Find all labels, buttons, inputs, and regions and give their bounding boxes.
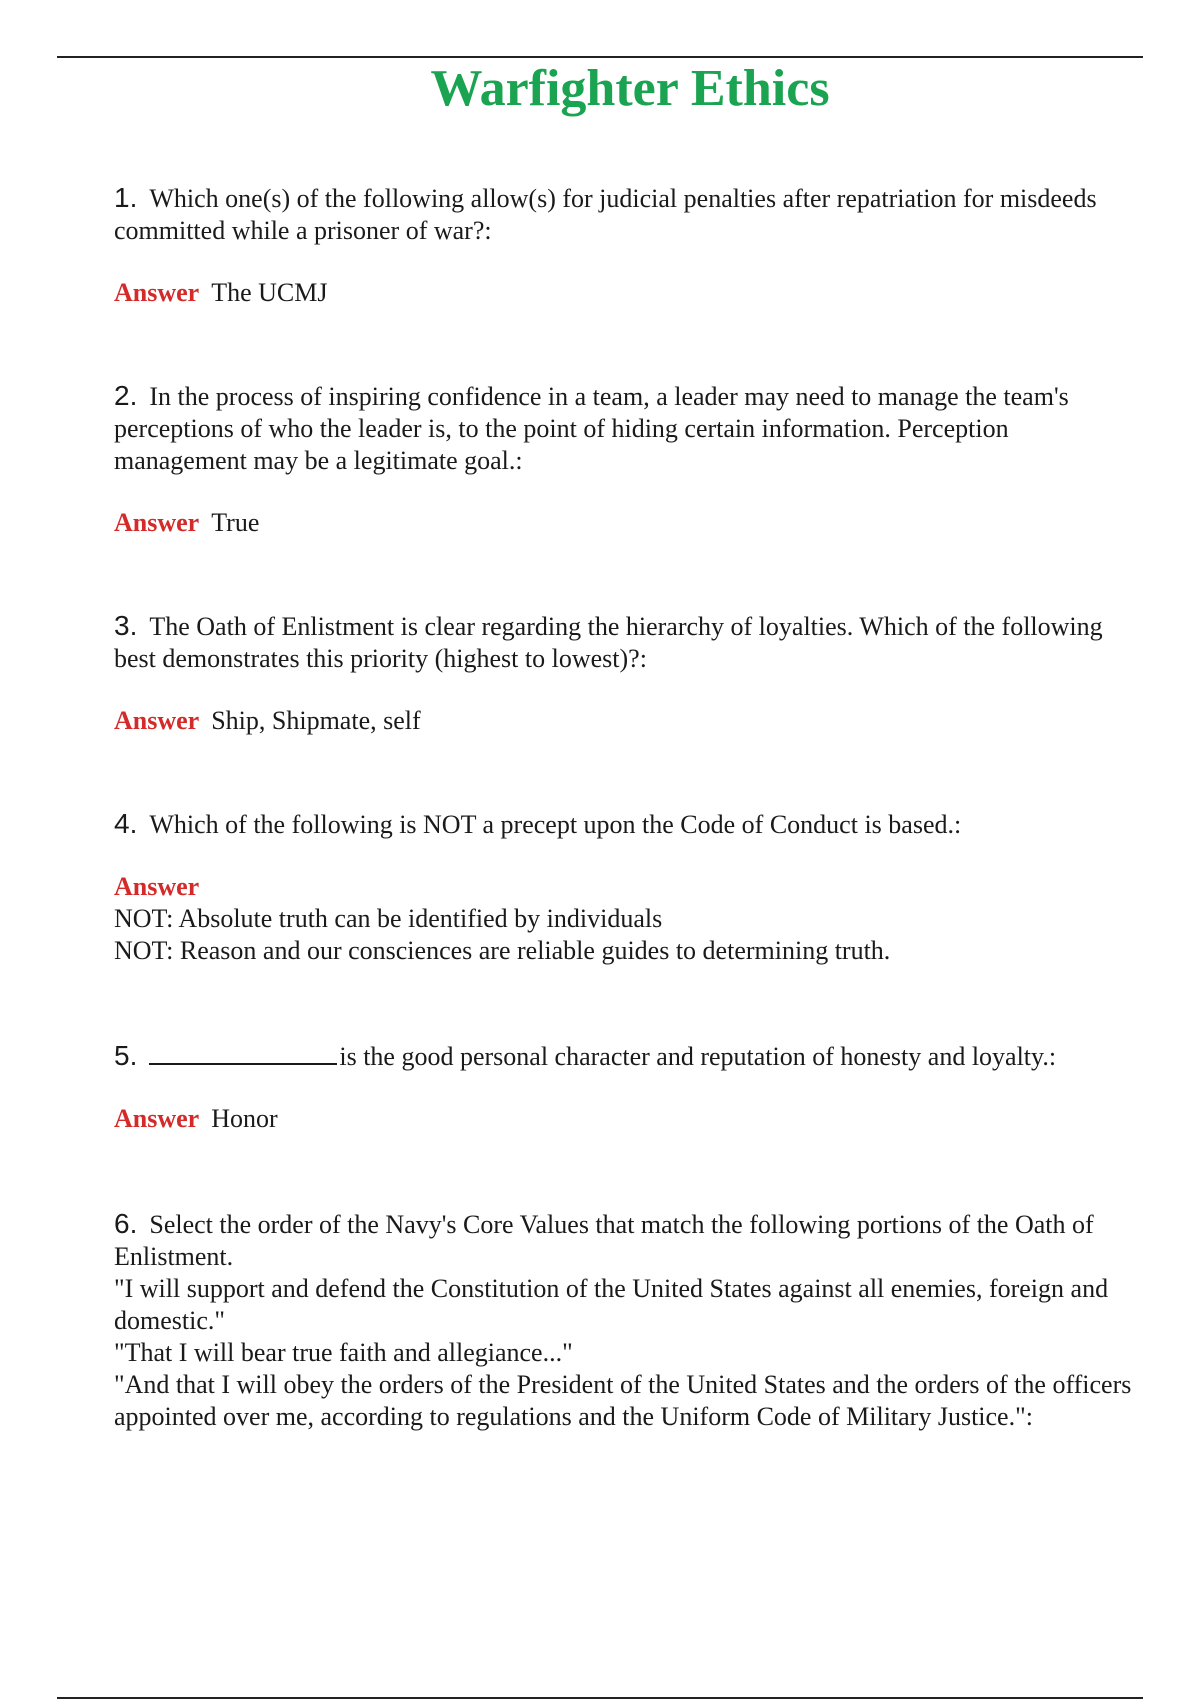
bottom-rule <box>57 1697 1143 1699</box>
question-3-text <box>114 610 1144 675</box>
question-3-number: 3. <box>114 610 138 641</box>
question-5-answer <box>114 1103 1144 1135</box>
question-6-quote-1: "I will support and defend the Constitution of the United States against all enemies, foreign and domestic." <box>114 1274 1109 1335</box>
question-3-answer <box>114 705 1144 737</box>
question-6 <box>114 1208 1144 1433</box>
question-1-answer-value: The UCMJ <box>211 278 328 307</box>
question-2-answer-value: True <box>211 508 260 537</box>
question-5-text <box>114 1040 1144 1073</box>
question-6-quote-2: "That I will bear true faith and allegiance..." <box>114 1338 573 1367</box>
answer-label: Answer <box>114 872 200 901</box>
answer-label: Answer <box>114 1104 200 1133</box>
question-2 <box>114 380 1144 539</box>
question-4-prompt: Which of the following is NOT a precept upon the Code of Conduct is based.: <box>149 810 962 839</box>
fill-in-blank <box>149 1041 337 1065</box>
question-1-prompt: Which one(s) of the following allow(s) for judicial penalties after repatriation for misdeeds committed while a prisoner of war?: <box>114 184 1097 245</box>
question-4-number: 4. <box>114 808 138 839</box>
question-2-answer <box>114 507 1144 539</box>
question-1-text <box>114 182 1144 247</box>
question-4-answer <box>114 871 1144 967</box>
question-2-number: 2. <box>114 380 138 411</box>
question-4 <box>114 808 1144 967</box>
question-4-answer-line-1: NOT: Absolute truth can be identified by individuals <box>114 904 663 933</box>
question-1 <box>114 182 1144 309</box>
question-5-answer-value: Honor <box>211 1104 278 1133</box>
question-6-quote-3: "And that I will obey the orders of the President of the United States and the orders of the officers appointed over me, according to regulations and the Uniform Code of Military Justice.": <box>114 1370 1132 1431</box>
answer-label: Answer <box>114 278 200 307</box>
question-6-text <box>114 1208 1144 1433</box>
question-4-answer-line-2: NOT: Reason and our consciences are reliable guides to determining truth. <box>114 936 891 965</box>
answer-label: Answer <box>114 508 200 537</box>
document-title: Warfighter Ethics <box>430 60 830 117</box>
question-1-number: 1. <box>114 182 138 213</box>
answer-label: Answer <box>114 706 200 735</box>
question-2-text <box>114 380 1144 477</box>
question-3-answer-value: Ship, Shipmate, self <box>211 706 421 735</box>
question-3 <box>114 610 1144 737</box>
question-6-prompt: Select the order of the Navy's Core Values that match the following portions of the Oath of Enlistment. <box>114 1210 1094 1271</box>
question-6-number: 6. <box>114 1208 138 1239</box>
question-3-prompt: The Oath of Enlistment is clear regarding the hierarchy of loyalties. Which of the following best demonstrates this priority (highest to lowest)?: <box>114 612 1103 673</box>
question-2-prompt: In the process of inspiring confidence in a team, a leader may need to manage the team's perceptions of who the leader is, to the point of hiding certain information. Perception management may be a legitimate goal.: <box>114 382 1069 475</box>
question-1-answer <box>114 277 1144 309</box>
question-4-text <box>114 808 1144 841</box>
question-5 <box>114 1040 1144 1135</box>
question-5-prompt: is the good personal character and reputation of honesty and loyalty.: <box>339 1042 1057 1071</box>
question-5-number: 5. <box>114 1040 138 1071</box>
